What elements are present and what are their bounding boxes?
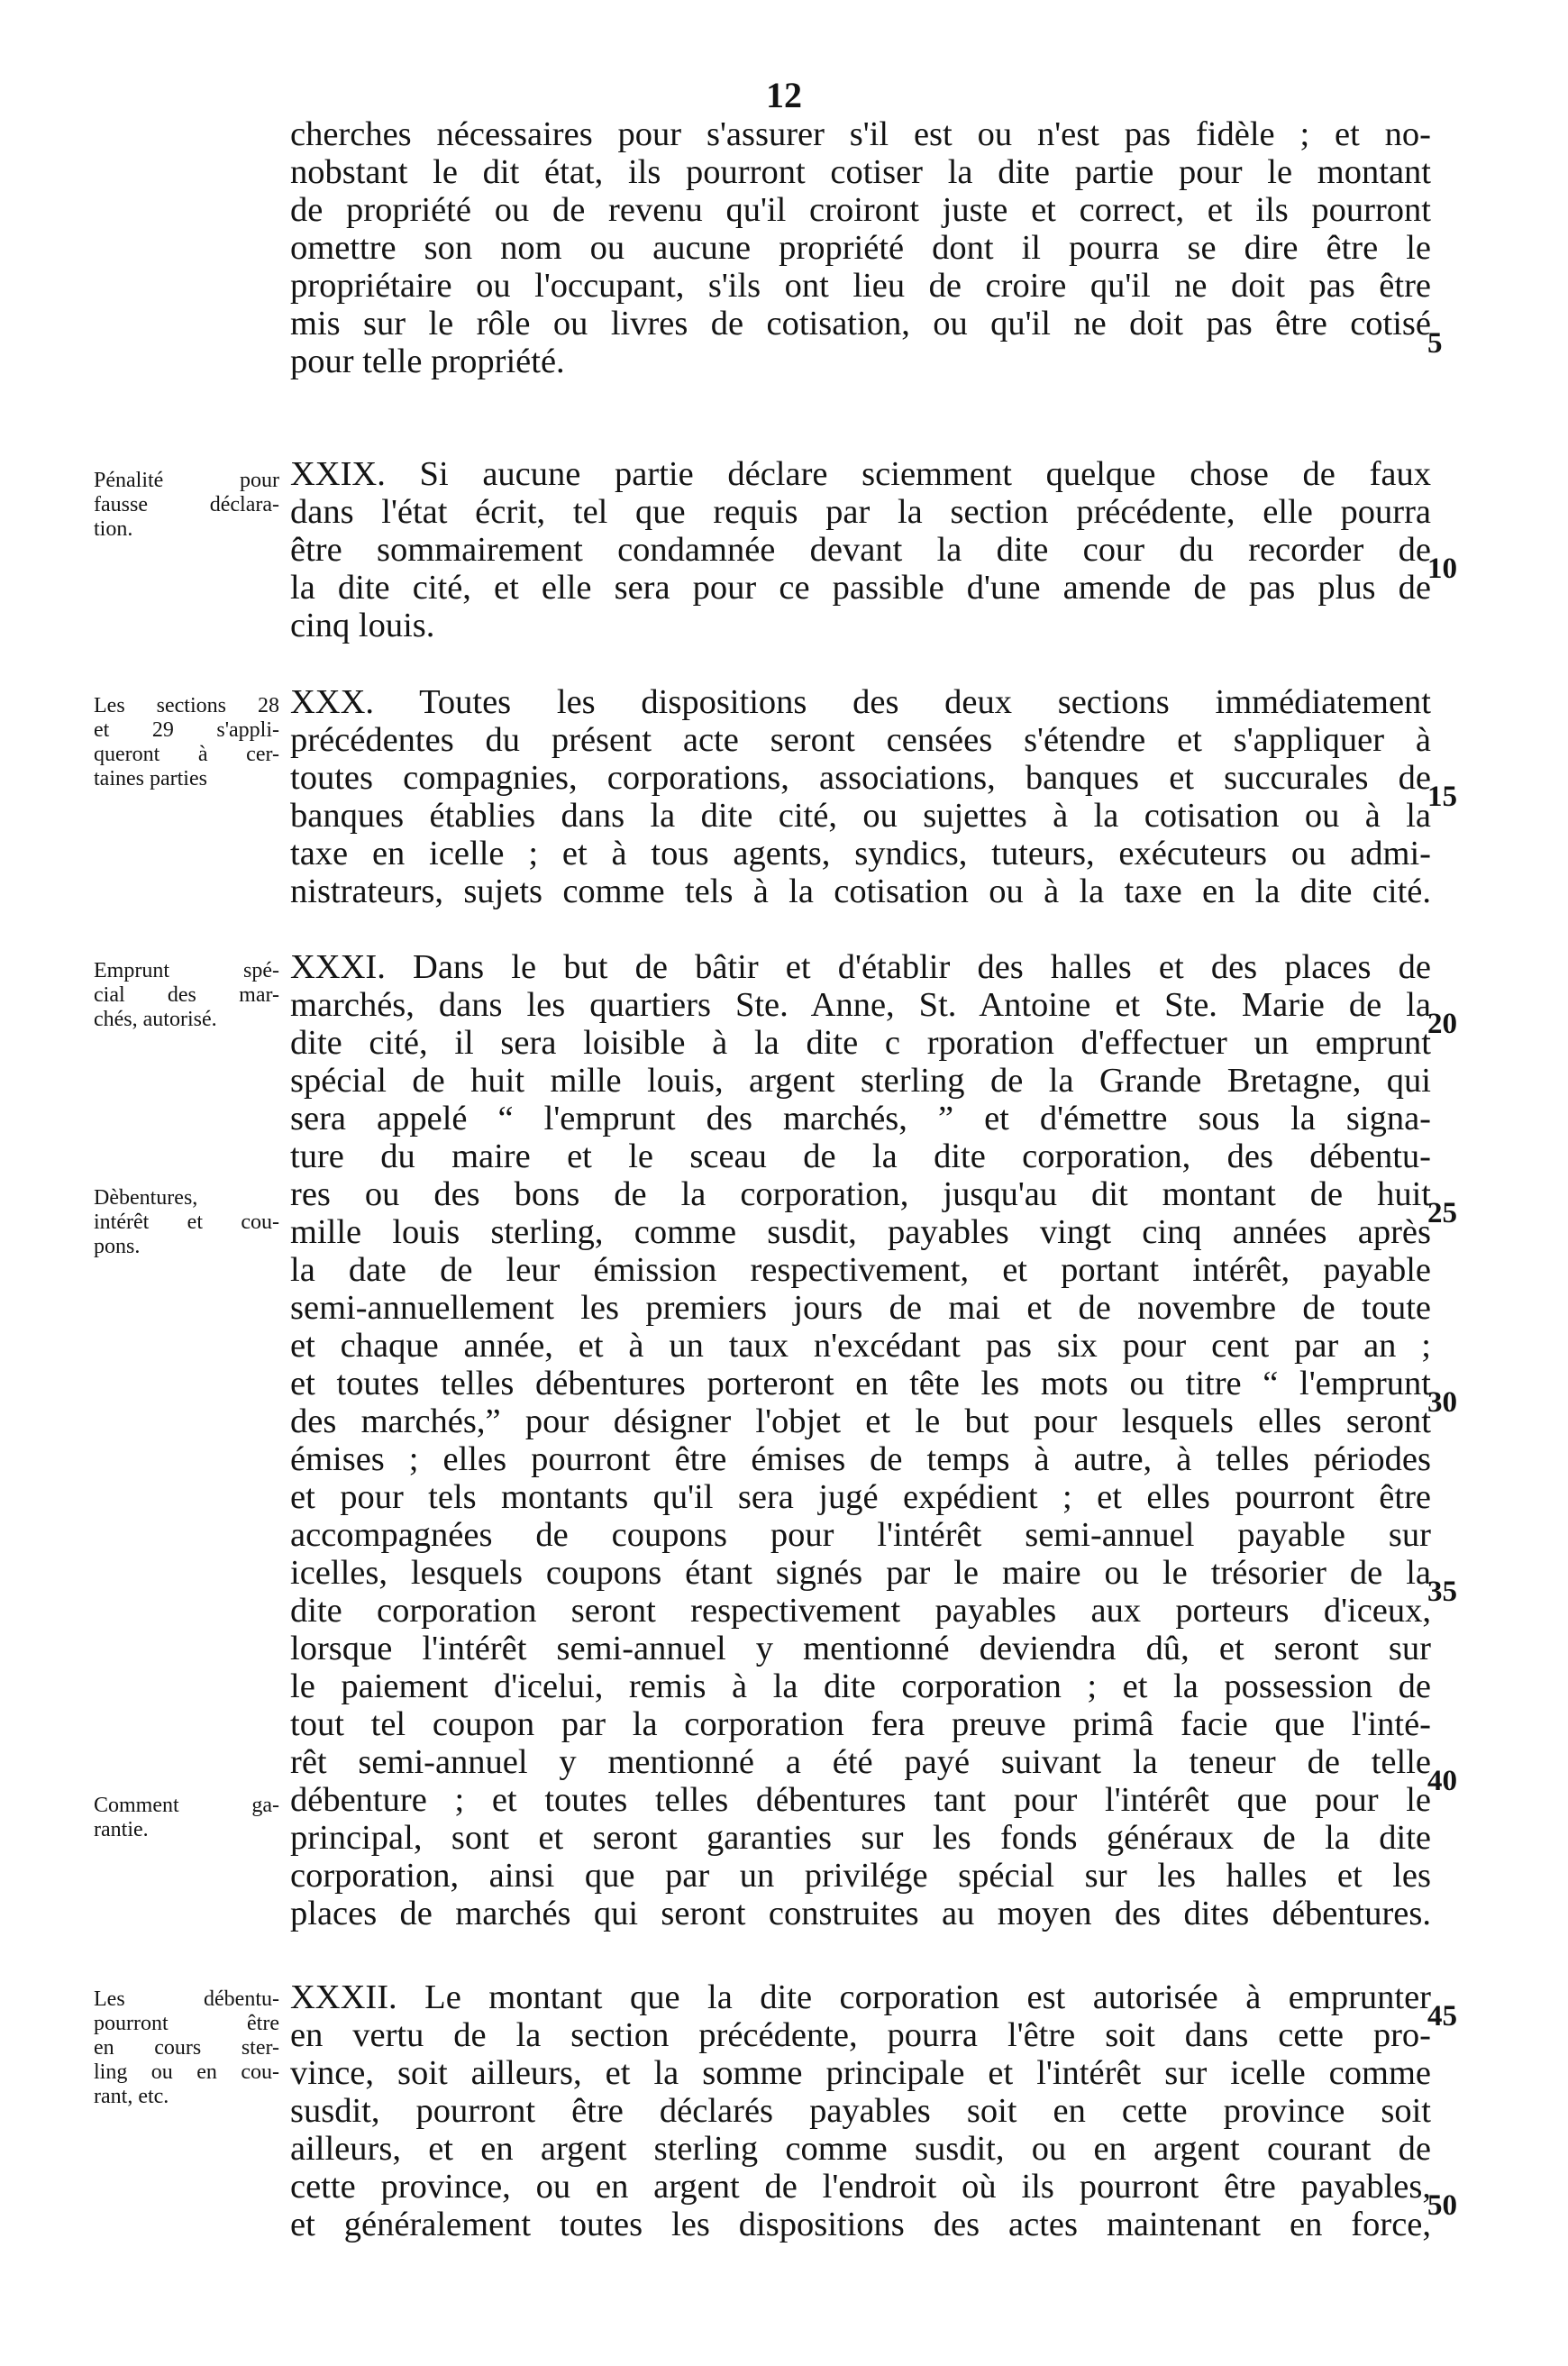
side-note <box>94 1987 279 2109</box>
side-note-line: Les débentu- <box>94 1987 279 2011</box>
text-line: rêt semi-annuel y mentionné a été payé suivant la teneur de telle <box>290 1743 1431 1781</box>
text-line: mis sur le rôle ou livres de cotisation, ou qu'il ne doit pas être cotisé <box>290 305 1431 343</box>
text-line: des marchés,” pour désigner l'objet et le but pour lesquels elles seront <box>290 1402 1431 1440</box>
text-line: XXXII. Le montant que la dite corporation est autorisée à emprunter <box>290 1978 1431 2016</box>
text-line: XXIX. Si aucune partie déclare sciemment quelque chose de faux <box>290 455 1431 493</box>
text-line: omettre son nom ou aucune propriété dont il pourra se dire être le <box>290 229 1431 267</box>
side-note <box>94 469 279 542</box>
text-line: précédentes du présent acte seront censées s'étendre et s'appliquer à <box>290 721 1431 759</box>
line-number: 25 <box>1427 1197 1457 1229</box>
side-note-line: pons. <box>94 1235 141 1258</box>
text-line: ture du maire et le sceau de la dite corporation, des débentu- <box>290 1137 1431 1175</box>
line-number: 10 <box>1427 553 1457 585</box>
text-line: principal, sont et seront garanties sur les fonds généraux de la dite <box>290 1819 1431 1857</box>
text-line: émises ; elles pourront être émises de temps à autre, à telles périodes <box>290 1440 1431 1478</box>
text-line: et toutes telles débentures porteront en tête les mots ou titre “ l'emprunt <box>290 1365 1431 1402</box>
line-number: 40 <box>1427 1765 1457 1797</box>
text-line: propriétaire ou l'occupant, s'ils ont lieu de croire qu'il ne doit pas être <box>290 267 1431 305</box>
text-line: être sommairement condamnée devant la dite cour du recorder de <box>290 531 1431 569</box>
line-number: 5 <box>1427 327 1443 360</box>
text-line: semi-annuellement les premiers jours de mai et de novembre de toute <box>290 1289 1431 1327</box>
line-number: 20 <box>1427 1008 1457 1040</box>
text-line: sera appelé “ l'emprunt des marchés, ” et d'émettre sous la signa- <box>290 1100 1431 1137</box>
text-line: toutes compagnies, corporations, associations, banques et succurales de <box>290 759 1431 797</box>
side-note <box>94 959 279 1032</box>
side-note-line: queront à cer- <box>94 743 279 766</box>
text-line: pour telle propriété. <box>290 343 565 380</box>
text-line: la dite cité, et elle sera pour ce passible d'une amende de pas plus de <box>290 569 1431 607</box>
side-note-line: en cours ster- <box>94 2036 279 2060</box>
text-line: lorsque l'intérêt semi-annuel y mentionné deviendra dû, et seront sur <box>290 1630 1431 1667</box>
text-line: débenture ; et toutes telles débentures tant pour l'intérêt que pour le <box>290 1781 1431 1819</box>
text-line: spécial de huit mille louis, argent sterling de la Grande Bretagne, qui <box>290 1062 1431 1100</box>
side-note-line: rantie. <box>94 1818 149 1841</box>
text-line: places de marchés qui seront construites au moyen des dites débentures. <box>290 1895 1431 1932</box>
text-line: et pour tels montants qu'il sera jugé expédient ; et elles pourront être <box>290 1478 1431 1516</box>
side-note-line: fausse déclara- <box>94 493 279 516</box>
page-number: 12 <box>766 75 802 115</box>
side-note-line: et 29 s'appli- <box>94 718 279 742</box>
side-note-line: pourront être <box>94 2012 279 2035</box>
text-line: en vertu de la section précédente, pourra l'être soit dans cette pro- <box>290 2016 1431 2054</box>
side-note <box>94 1794 279 1842</box>
text-line: ailleurs, et en argent sterling comme susdit, ou en argent courant de <box>290 2130 1431 2168</box>
text-line: nobstant le dit état, ils pourront cotiser la dite partie pour le montant <box>290 153 1431 191</box>
text-line: dans l'état écrit, tel que requis par la section précédente, elle pourra <box>290 493 1431 531</box>
line-number: 50 <box>1427 2189 1457 2222</box>
side-note-line: tion. <box>94 517 133 541</box>
text-line: corporation, ainsi que par un privilége spécial sur les halles et les <box>290 1857 1431 1895</box>
side-note-line: Dèbentures, <box>94 1186 198 1210</box>
line-number: 30 <box>1427 1386 1457 1419</box>
text-line: mille louis sterling, comme susdit, payables vingt cinq années après <box>290 1213 1431 1251</box>
text-line: susdit, pourront être déclarés payables soit en cette province soit <box>290 2092 1431 2130</box>
text-line: banques établies dans la dite cité, ou sujettes à la cotisation ou à la <box>290 797 1431 835</box>
side-note-line: Comment ga- <box>94 1794 279 1817</box>
side-note <box>94 1186 279 1259</box>
line-number: 45 <box>1427 2000 1457 2033</box>
text-line: XXXI. Dans le but de bâtir et d'établir des halles et des places de <box>290 948 1431 986</box>
side-note-line: rant, etc. <box>94 2085 169 2108</box>
side-note-line: ling ou en cou- <box>94 2060 279 2084</box>
side-note-line: Les sections 28 <box>94 694 279 717</box>
text-line: taxe en icelle ; et à tous agents, syndics, tuteurs, exécuteurs ou admi- <box>290 835 1431 872</box>
text-line: tout tel coupon par la corporation fera preuve primâ facie que l'inté- <box>290 1705 1431 1743</box>
text-line: le paiement d'icelui, remis à la dite corporation ; et la possession de <box>290 1667 1431 1705</box>
side-note-line: taines parties <box>94 767 207 790</box>
text-line: dite cité, il sera loisible à la dite c rporation d'effectuer un emprunt <box>290 1024 1431 1062</box>
side-note-line: Emprunt spé- <box>94 959 279 982</box>
text-line: nistrateurs, sujets comme tels à la cotisation ou à la taxe en la dite cité. <box>290 872 1431 910</box>
side-note <box>94 694 279 791</box>
text-line: cinq louis. <box>290 607 435 644</box>
line-number: 15 <box>1427 781 1457 813</box>
text-line: la date de leur émission respectivement, et portant intérêt, payable <box>290 1251 1431 1289</box>
line-number: 35 <box>1427 1576 1457 1608</box>
text-line: de propriété ou de revenu qu'il croiront juste et correct, et ils pourront <box>290 191 1431 229</box>
text-line: cherches nécessaires pour s'assurer s'il est ou n'est pas fidèle ; et no- <box>290 115 1431 153</box>
side-note-line: chés, autorisé. <box>94 1008 217 1031</box>
text-line: dite corporation seront respectivement payables aux porteurs d'iceux, <box>290 1592 1431 1630</box>
text-line: icelles, lesquels coupons étant signés par le maire ou le trésorier de la <box>290 1554 1431 1592</box>
text-line: XXX. Toutes les dispositions des deux sections immédiatement <box>290 683 1431 721</box>
text-line: vince, soit ailleurs, et la somme principale et l'intérêt sur icelle comme <box>290 2054 1431 2092</box>
side-note-line: intérêt et cou- <box>94 1210 279 1234</box>
text-line: marchés, dans les quartiers Ste. Anne, St. Antoine et Ste. Marie de la <box>290 986 1431 1024</box>
text-line: et généralement toutes les dispositions des actes maintenant en force, <box>290 2206 1431 2243</box>
side-note-line: cial des mar- <box>94 983 279 1007</box>
side-note-line: Pénalité pour <box>94 469 279 492</box>
text-line: accompagnées de coupons pour l'intérêt semi-annuel payable sur <box>290 1516 1431 1554</box>
text-line: res ou des bons de la corporation, jusqu'au dit montant de huit <box>290 1175 1431 1213</box>
text-line: et chaque année, et à un taux n'excédant pas six pour cent par an ; <box>290 1327 1431 1365</box>
text-line: cette province, ou en argent de l'endroit où ils pourront être payables, <box>290 2168 1431 2206</box>
